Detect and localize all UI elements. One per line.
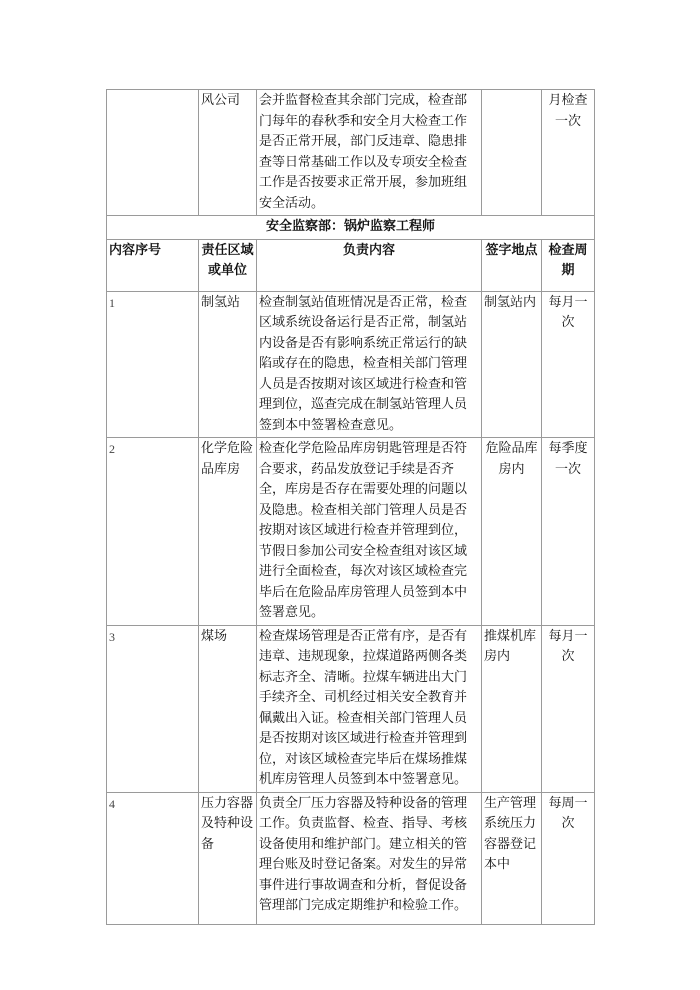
section-title: 安全监察部：锅炉监察工程师 — [107, 216, 595, 240]
cell-seq: 4 — [107, 792, 199, 924]
cell-content: 检查制氢站值班情况是否正常，检查区域系统设备运行是否正常，制氢站内设备是否有影响系统正常运行的缺陷或存在的隐患，检查相关部门管理人员是否按期对该区域进行检查和管理到位，巡查完成在制氢站管理人员签到本中签署检查意见。 — [257, 291, 482, 438]
cell-seq: 3 — [107, 625, 199, 792]
cell-sign: 危险品库房内 — [482, 438, 542, 626]
table-row — [107, 291, 595, 438]
section-title-row — [107, 216, 595, 240]
table-row — [107, 625, 595, 792]
cell-content: 检查化学危险品库房钥匙管理是否符合要求，药品发放登记手续是否齐全，库房是否存在需要处理的问题以及隐患。检查相关部门管理人员是否按期对该区域进行检查并管理到位，节假日参加公司安全检查组对该区域进行全面检查，每次对该区域检查完毕后在危险品库房管理人员签到本中签署意见。 — [257, 438, 482, 626]
cell-period: 每月一次 — [542, 625, 595, 792]
cell-content: 负责全厂压力容器及特种设备的管理工作。负责监督、检查、指导、考核设备使用和维护部门。建立相关的管理台账及时登记备案。对发生的异常事件进行事故调查和分析，督促设备管理部门完成定期维护和检验工作。 — [257, 792, 482, 924]
cell-period: 每季度一次 — [542, 438, 595, 626]
cell-content: 会并监督检查其余部门完成，检查部门每年的春秋季和安全月大检查工作是否正常开展，部门反违章、隐患排查等日常基础工作以及专项安全检查工作是否按要求正常开展，参加班组安全活动。 — [257, 90, 482, 216]
cell-area: 压力容器及特种设备 — [199, 792, 257, 924]
cell-seq — [107, 90, 199, 216]
cell-seq: 2 — [107, 438, 199, 626]
cell-period: 每周一次 — [542, 792, 595, 924]
cell-area: 煤场 — [199, 625, 257, 792]
cell-period: 月检查一次 — [542, 90, 595, 216]
header-row — [107, 239, 595, 291]
cell-sign: 推煤机库房内 — [482, 625, 542, 792]
cell-sign: 制氢站内 — [482, 291, 542, 438]
cell-period: 每月一次 — [542, 291, 595, 438]
cell-area: 化学危险品库房 — [199, 438, 257, 626]
header-seq: 内容序号 — [107, 239, 199, 291]
table-row — [107, 792, 595, 924]
cell-content: 检查煤场管理是否正常有序，是否有违章、违规现象，拉煤道路两侧各类标志齐全、清晰。拉煤车辆进出大门手续齐全、司机经过相关安全教育并佩戴出入证。检查相关部门管理人员是否按期对该区域进行检查并管理到位，对该区域检查完毕后在煤场推煤机库房管理人员签到本中签署意见。 — [257, 625, 482, 792]
cell-area: 风公司 — [199, 90, 257, 216]
header-content: 负责内容 — [257, 239, 482, 291]
cell-sign: 生产管理系统压力容器登记本中 — [482, 792, 542, 924]
table-row — [107, 438, 595, 626]
cell-sign — [482, 90, 542, 216]
table-row — [107, 90, 595, 216]
cell-seq: 1 — [107, 291, 199, 438]
header-area: 责任区域或单位 — [199, 239, 257, 291]
header-sign: 签字地点 — [482, 239, 542, 291]
cell-area: 制氢站 — [199, 291, 257, 438]
header-period: 检查周期 — [542, 239, 595, 291]
responsibility-table — [106, 89, 595, 925]
